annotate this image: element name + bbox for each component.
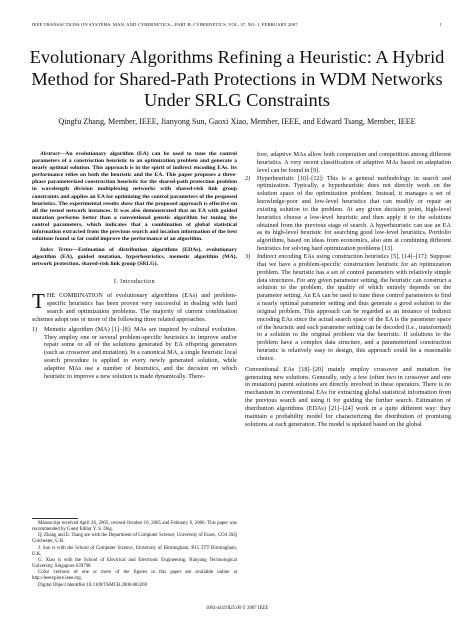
intro-paragraph xyxy=(32,289,237,323)
abstract-text: —An evolutionary algorithm (EA) can be used to tune the control parameters of a construction heuristic to an optimization problem and generate a nearly optimal solution. This approach is in the spirit of indirect encoding EAs. Its performance relies on both the heuristic and the EA. This paper proposes a three-phase parameterized construction heuristic for the shared-path protection problem in wavelength division multiplexing networks with shared-risk link group constraints and applies an EA for optimizing the control parameters of the proposed heuristics. The experimental results show that the proposed approach is effective on all the tested network instances. It was also demonstrated that an EA with guided mutation performs better than a conventional genetic algorithm for tuning the control parameters, which indicates that a combination of global statistical information extracted from the previous search and location information of the best solutions found so far could improve the performance of an algorithm. xyxy=(32,151,237,243)
journal-header: IEEE TRANSACTIONS ON SYSTEMS, MAN, AND CYBERNETICS—PART B: CYBERNETICS, VOL. 37, NO. 1, FEBRUARY 2007 xyxy=(32,22,298,27)
approach-list-continued xyxy=(245,175,451,363)
list-item-number: 3) xyxy=(245,252,251,260)
footnote-affiliation: G. Xiao is with the School of Electrical and Electronic Engineering, Nanyang Technological University, Singapore 639798. xyxy=(32,557,237,570)
footnotes xyxy=(32,521,237,589)
footnote-received: Manuscript received April 26, 2005; revised October 16, 2005 and February 6, 2006. This paper was recommended by Guest Editor Y. S. Ong. xyxy=(32,521,237,533)
list-item-number: 1) xyxy=(32,325,38,333)
list-item-number: 2) xyxy=(245,174,251,182)
list-item-text: Memetic algorithm (MA) [1]–[8]: MAs are inspired by cultural evolution. They employ one or several problem-specific heuristics to improve and/or repair some or all of the solutions generated by EA offspring generators (such as crossover and mutation). In a canonical MA, a single heuristic local search procedure is applied to every newly generated solution, while adaptive MAs use a number of heuristics, and the decision on which heuristic to improve a new solution is made dynamically. There- xyxy=(44,325,237,380)
paper-title: Evolutionary Algorithms Refining a Heuristic: A Hybrid Method for Shared-Path Protections in WDM Networks Under SRLG Constraints xyxy=(29,47,445,110)
body-paragraph: Conventional EAs [18]–[20] mainly employ crossover and mutation for generating new solutions. Generally, only a few (often two in crossover and one in mutation) parent solutions are directly involved in these operators. There is no mechanism in conventional EAs for extracting global statistical information from the previous search and using it for guiding the further search. Estimation of distribution algorithms (EDAs) [21]–[24] work in a quite different way: they maintain a probability model for characterizing the distribution of promising solutions at each generation. The model is updated based on the global xyxy=(245,365,451,428)
footnote-doi: Digital Object Identifier 10.1109/TSMCB.2006.883269 xyxy=(38,582,148,588)
drop-cap: T xyxy=(32,289,45,314)
approach-list xyxy=(32,326,237,381)
running-head xyxy=(32,22,442,27)
list-item-text: Indirect encoding EAs using construction heuristics [5], [14]–[17]: Suppose that we have a problem-specific construction heuristic for an optimization problem. The heuristic has a set of control parameters with relatively simple data structures. For any given parameter setting, the heuristic can construct a solution to the problem, the quality of which entirely depends on the parameter setting. An EA can be used to tune these control parameters to find a nearly optimal parameter setting and thus generate a good solution to the original problem. This approach can be regarded as an instance of indirect encoding EAs since the actual search space of the EA is the parameter space of the heuristic and each parameter setting can be decoded (i.e., transformed) to a solution to the original problem via the heuristic. If solutions to the problem have a complex data structure, and a parameterized construction heuristic is relatively easy to design, this approach could be a reasonable choice. xyxy=(257,252,451,362)
intro-text: HE COMBINATION of evolutionary algorithms (EAs) and problem-specific heuristics has been proven very successful in dealing with hard search and optimization problems. The majority of current combination schemes adopt one or more of the following three related approaches. xyxy=(32,292,237,323)
page-number: 1 xyxy=(439,22,442,27)
list-continuation: fore, adaptive MAs allow both cooperation and competition among different heuristics. A very recent classification of adaptive MAs based on adaptation level can be found in [9]. xyxy=(257,151,451,174)
footnote-color-note: Color versions of one or more of the figures in this paper are available online at http://ieeexplore.ieee.org. xyxy=(32,570,237,582)
footnote-affiliation: J. Sun is with the School of Computer Science, University of Birmingham, B15 2TT Birmingham, U.K. xyxy=(32,545,237,557)
index-terms-text: —Estimation of distribution algorithms (EDAs), evolutionary algorithm (EA), guided mutation, hyperheuristics, memetic algorithm (MA), network protection, shared-risk link group (SRLG). xyxy=(32,247,237,268)
footnote-affiliation: Q. Zhang and E. Tsang are with the Department of Computer Science, University of Essex, CO4 3SQ Colchester, U.K. xyxy=(32,533,237,545)
abstract-lead: Abstract xyxy=(40,151,60,157)
author-list: Qingfu Zhang, Member, IEEE, Jianyong Sun, Gaoxi Xiao, Member, IEEE, and Edward Tsang, Member, IEEE xyxy=(58,117,416,126)
list-item xyxy=(32,326,237,381)
list-item xyxy=(245,175,451,253)
index-terms-lead: Index Terms xyxy=(40,247,73,254)
section-heading: I. Introduction xyxy=(113,278,156,285)
index-terms xyxy=(32,247,237,268)
list-item xyxy=(245,253,451,363)
abstract xyxy=(32,151,237,243)
copyright-footer: 1083-4419/$25.00 © 2007 IEEE xyxy=(205,606,269,611)
left-column xyxy=(32,151,237,381)
right-column xyxy=(245,151,451,429)
footnote-divider xyxy=(32,518,78,519)
list-item-text: Hyperheuristic [10]–[12]: This is a general methodology in search and optimization. Typically, a hyperheuristic does not directly work on the solution space of the optimization problem. Instead, it manages a set of knowledge-poor and low-level heuristics that can modify or repair an existing solution to the problem. At any given decision point, high-level heuristics choose a low-level heuristic and then apply it to the solutions obtained from the previous stage of search. A hyperheuristic can use an EA as its high-level heuristic for searching good low-level heuristics. Portfolio algorithms, based on ideas from economics, also aim at combining different heuristics for solving hard optimization problems [13]. xyxy=(257,174,451,253)
